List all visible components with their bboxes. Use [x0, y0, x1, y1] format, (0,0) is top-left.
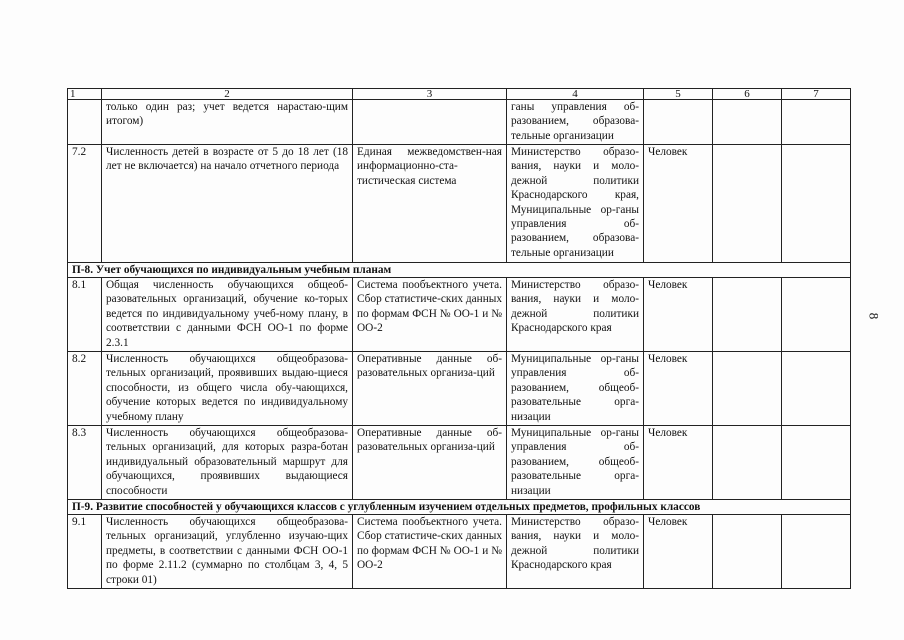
- data-source: Оперативные данные об-разовательных организа-ций: [353, 426, 507, 500]
- data-source: [353, 100, 507, 145]
- column-7-cell: [782, 352, 851, 426]
- column-header: 1: [68, 89, 102, 100]
- unit: Человек: [644, 515, 713, 589]
- column-header: 4: [507, 89, 644, 100]
- column-6-cell: [713, 352, 782, 426]
- responsible-party: Муниципальные ор-ганы управления об-разованием, общеоб-разовательные орга-низации: [507, 426, 644, 500]
- column-7-cell: [782, 100, 851, 145]
- indicator-text: Численность обучающихся общеобразова-тельных организаций, углубленно изучаю-щих предметы, в соответствии с данными ФСН ОО-1 по форме 2.11.2 (суммарно по столбцам 3, 4, 5 строки 01): [102, 515, 353, 589]
- column-6-cell: [713, 145, 782, 263]
- indicator-text: Численность обучающихся общеобразова-тельных организаций, для которых разра-ботан индивидуальный образовательный маршрут для обучающихся, проявивших выдающиеся способности: [102, 426, 353, 500]
- table-row: [68, 145, 851, 263]
- row-number: [68, 100, 102, 145]
- column-header: 7: [782, 89, 851, 100]
- column-header: 2: [102, 89, 353, 100]
- responsible-party: Муниципальные ор-ганы управления об-разованием, общеоб-разовательные орга-низации: [507, 352, 644, 426]
- responsible-party: Министерство образо-вания, науки и моло-дежной политики Краснодарского края: [507, 515, 644, 589]
- unit: [644, 100, 713, 145]
- section-row: [68, 263, 851, 278]
- row-number: 8.1: [68, 278, 102, 352]
- column-header: 6: [713, 89, 782, 100]
- column-7-cell: [782, 145, 851, 263]
- data-source: Система пообъектного учета. Сбор статистиче-ских данных по формам ФСН № ОО-1 и № ОО-2: [353, 278, 507, 352]
- column-7-cell: [782, 426, 851, 500]
- row-number: 8.2: [68, 352, 102, 426]
- table-row: [68, 278, 851, 352]
- table-row: [68, 352, 851, 426]
- section-title: П-9. Развитие способностей у обучающихся классов с углубленным изучением отдельных предметов, профильных классов: [68, 500, 851, 515]
- section-title: П-8. Учет обучающихся по индивидуальным учебным планам: [68, 263, 851, 278]
- table-row: [68, 100, 851, 145]
- responsible-party: Министерство образо-вания, науки и моло-дежной политики Краснодарского края, Муниципальные ор-ганы управления об-разованием, образова-тельные организации: [507, 145, 644, 263]
- unit: Человек: [644, 352, 713, 426]
- column-7-cell: [782, 515, 851, 589]
- data-source: Единая межведомствен-ная информационно-ста-тистическая система: [353, 145, 507, 263]
- indicator-text: Численность обучающихся общеобразова-тельных организаций, проявивших выдаю-щиеся способности, из общего числа обу-чающихся, обучение которых ведется по индивидуальному учебному плану: [102, 352, 353, 426]
- table-row: [68, 515, 851, 589]
- responsible-party: ганы управления об-разованием, образова-тельные организации: [507, 100, 644, 145]
- column-6-cell: [713, 100, 782, 145]
- row-number: 7.2: [68, 145, 102, 263]
- unit: Человек: [644, 278, 713, 352]
- page-number: 8: [866, 312, 882, 320]
- column-header: 3: [353, 89, 507, 100]
- unit: Человек: [644, 145, 713, 263]
- indicator-text: Общая численность обучающихся общеоб-разовательных организаций, обучение ко-торых ведется по индивидуальному учеб-ному плану, в соответствии с данными ФСН ОО-1 по форме 2.3.1: [102, 278, 353, 352]
- table-row: [68, 426, 851, 500]
- data-source: Оперативные данные об-разовательных организа-ций: [353, 352, 507, 426]
- row-number: 8.3: [68, 426, 102, 500]
- column-6-cell: [713, 278, 782, 352]
- column-header: 5: [644, 89, 713, 100]
- indicator-table: [67, 88, 851, 589]
- column-number-row: [68, 89, 851, 100]
- section-row: [68, 500, 851, 515]
- indicator-text: только один раз; учет ведется нарастаю-щим итогом): [102, 100, 353, 145]
- column-6-cell: [713, 426, 782, 500]
- unit: Человек: [644, 426, 713, 500]
- column-6-cell: [713, 515, 782, 589]
- indicator-text: Численность детей в возрасте от 5 до 18 лет (18 лет не включается) на начало отчетного периода: [102, 145, 353, 263]
- data-source: Система пообъектного учета. Сбор статистиче-ских данных по формам ФСН № ОО-1 и № ОО-2: [353, 515, 507, 589]
- responsible-party: Министерство образо-вания, науки и моло-дежной политики Краснодарского края: [507, 278, 644, 352]
- row-number: 9.1: [68, 515, 102, 589]
- column-7-cell: [782, 278, 851, 352]
